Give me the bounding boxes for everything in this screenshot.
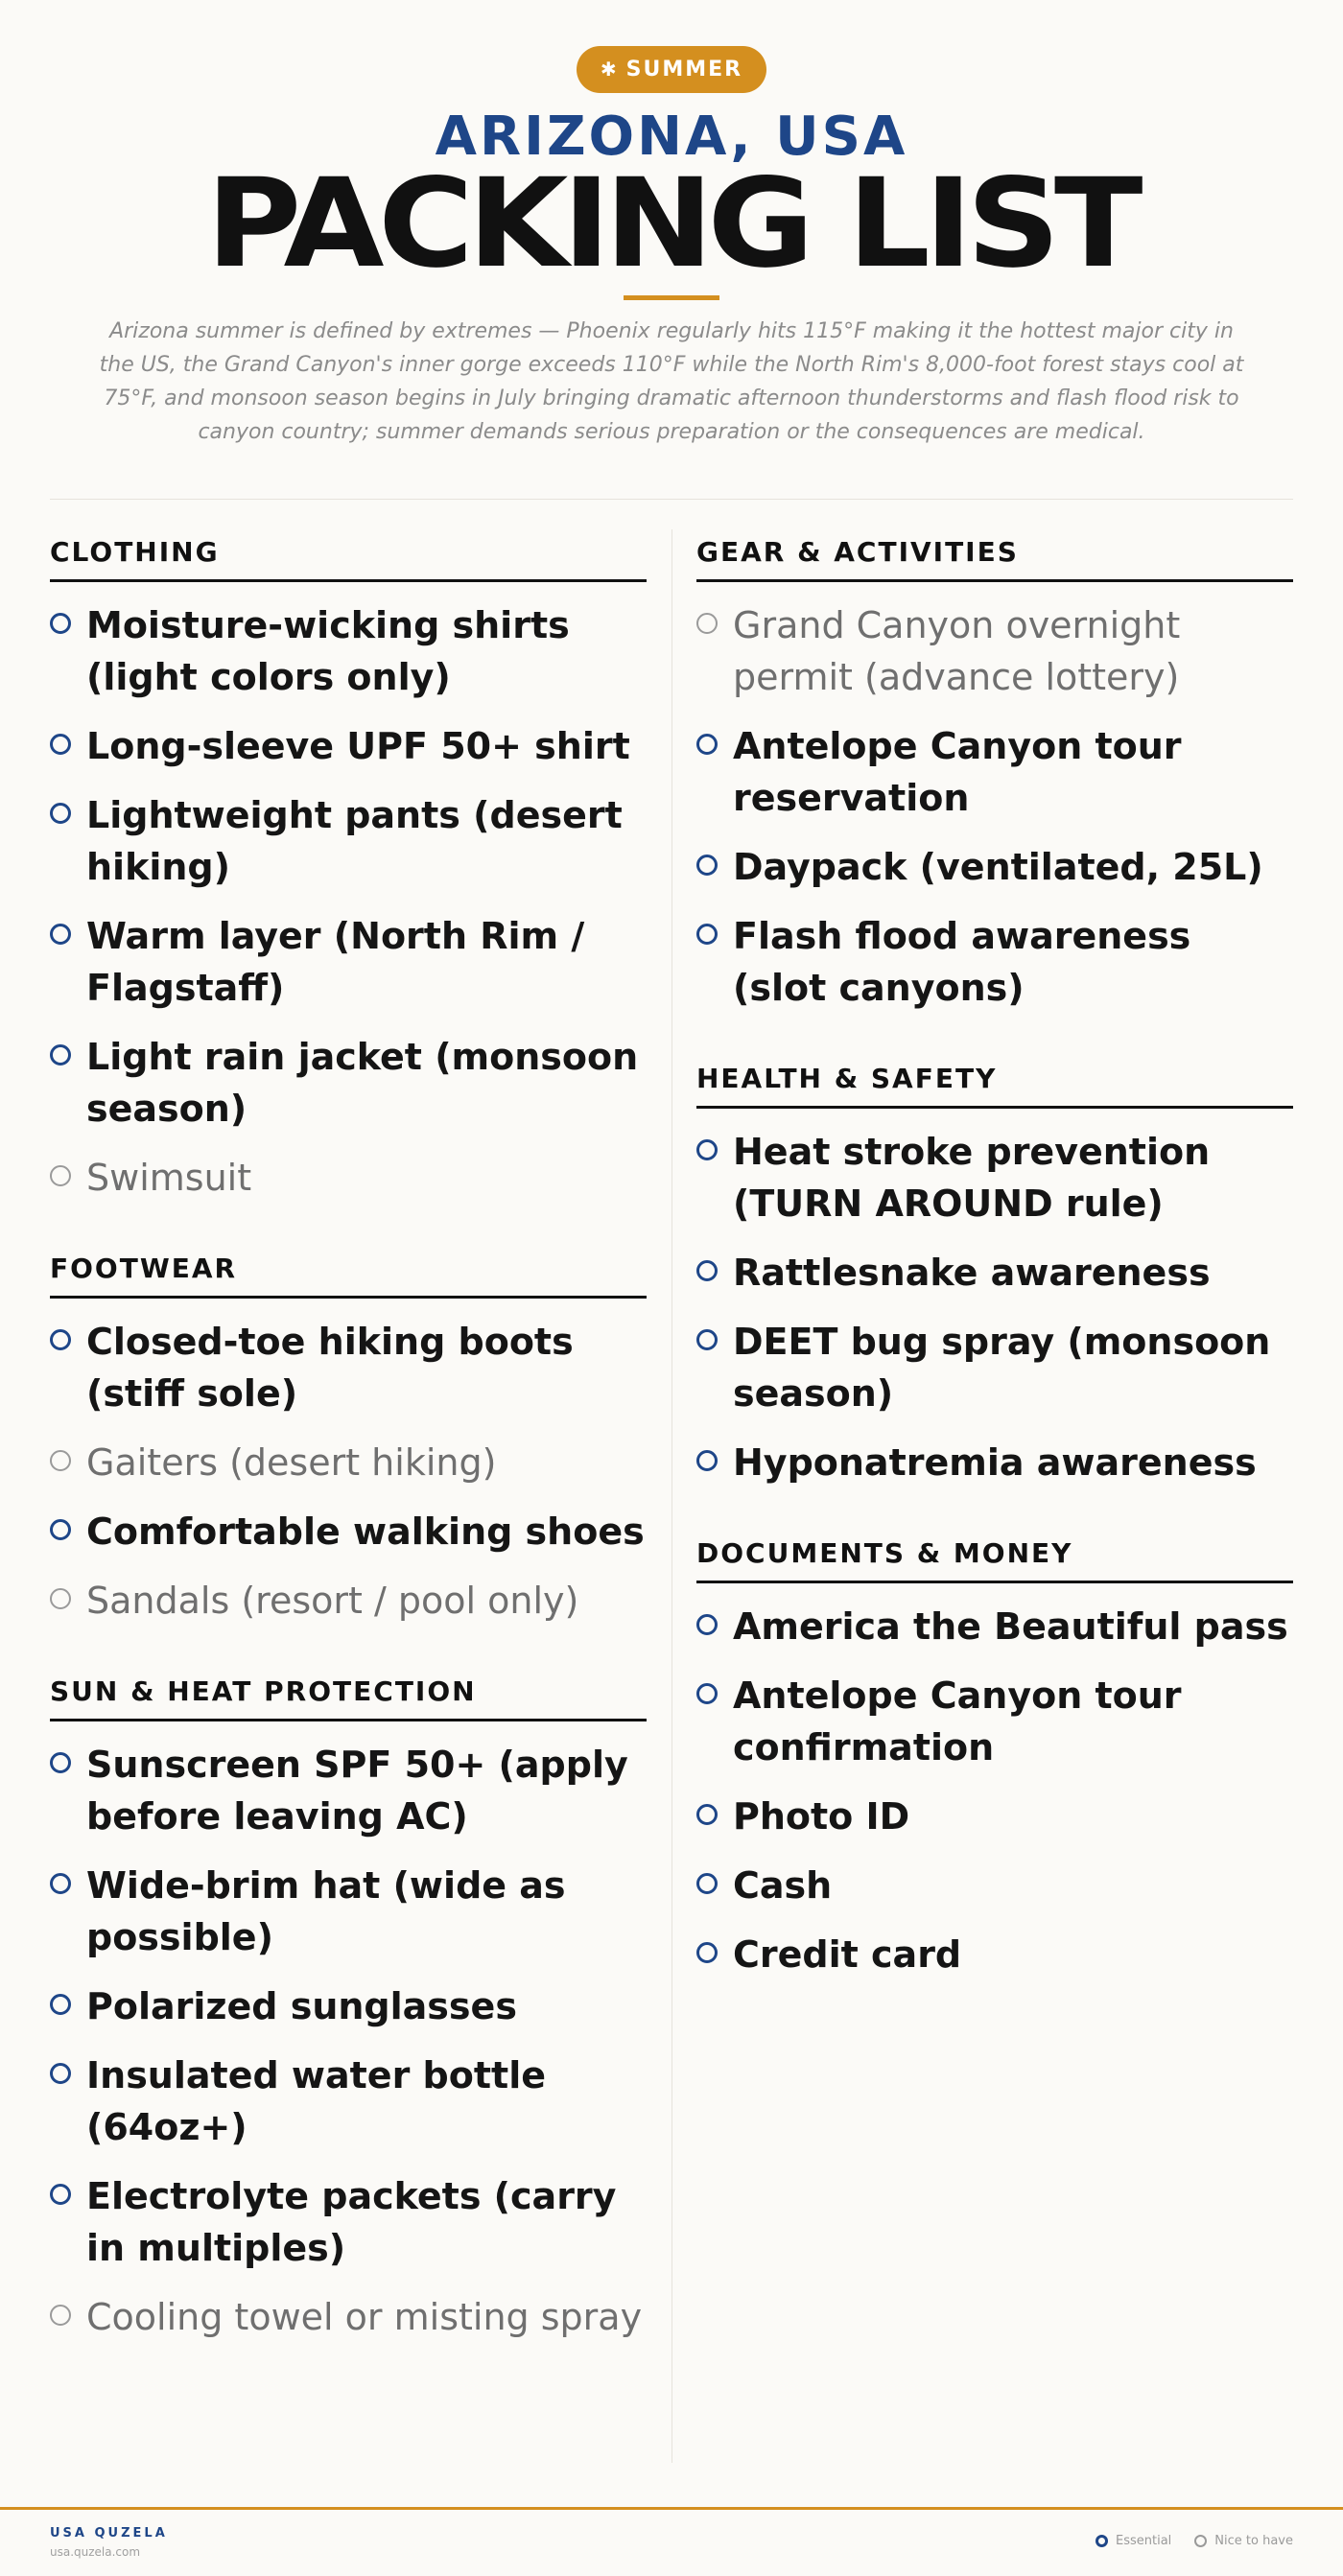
checklist-item-label: Rattlesnake awareness: [733, 1252, 1211, 1294]
section-title: HEALTH & SAFETY: [696, 1056, 1293, 1109]
checklist-item-label: Credit card: [733, 1933, 962, 1976]
sun-icon: ✱: [600, 58, 619, 81]
checklist-item[interactable]: [50, 1575, 647, 1627]
checklist-item[interactable]: [50, 2170, 647, 2274]
checklist-item-label: Comfortable walking shoes: [86, 1510, 645, 1553]
checklist-item[interactable]: [50, 1980, 647, 2032]
checklist-item[interactable]: [50, 1437, 647, 1488]
essential-checkbox-icon[interactable]: [50, 803, 71, 824]
essential-checkbox-icon[interactable]: [696, 1260, 718, 1281]
essential-checkbox-icon[interactable]: [50, 1519, 71, 1540]
essential-checkbox-icon[interactable]: [50, 1873, 71, 1894]
checklist-item-label: Polarized sunglasses: [86, 1985, 517, 2027]
checklist-item-label: Insulated water bottle (64oz+): [86, 2054, 546, 2148]
checklist-item-label: Heat stroke prevention (TURN AROUND rule): [733, 1131, 1211, 1225]
checklist-item[interactable]: [696, 910, 1293, 1014]
checklist-item-label: DEET bug spray (monsoon season): [733, 1321, 1271, 1415]
checklist-item-label: Gaiters (desert hiking): [86, 1441, 497, 1484]
essential-checkbox-icon[interactable]: [696, 734, 718, 755]
season-badge-label: SUMMER: [625, 58, 743, 82]
checklist-item[interactable]: [696, 1670, 1293, 1773]
legend: [1072, 2534, 1293, 2548]
legend-essential-label: Essential: [1116, 2534, 1172, 2548]
checklist-item[interactable]: [696, 1929, 1293, 1980]
intro-paragraph: Arizona summer is defined by extremes — Phoenix regularly hits 115°F making it the hottest major city in the US, the Grand Canyon's inner gorge exceeds 110°F while the North Rim's 8,000-foot forest stays cool at 75°F, and monsoon season begins in July bringing dramatic afternoon thunderstorms and flash flood risk to canyon country; summer demands serious preparation or the consequences are medical.: [99, 319, 1244, 444]
checklist-item-label: Hyponatremia awareness: [733, 1441, 1257, 1484]
checklist-item[interactable]: [696, 1126, 1293, 1229]
section-footwear: [50, 1246, 647, 1627]
title-underline: [624, 295, 719, 300]
essential-checkbox-icon[interactable]: [696, 1804, 718, 1825]
section-title: SUN & HEAT PROTECTION: [50, 1669, 647, 1721]
checklist-item-label: Antelope Canyon tour reservation: [733, 725, 1182, 819]
checklist-item[interactable]: [696, 1791, 1293, 1842]
checklist-item[interactable]: [696, 1601, 1293, 1652]
essential-checkbox-icon[interactable]: [696, 1942, 718, 1963]
season-badge: [577, 46, 766, 93]
essential-checkbox-icon[interactable]: [50, 1752, 71, 1773]
section-health-and-safety: [696, 1056, 1293, 1488]
essential-checkbox-icon[interactable]: [696, 924, 718, 945]
checklist-item[interactable]: [696, 1247, 1293, 1299]
left-column: [50, 529, 647, 2385]
optional-checkbox-icon[interactable]: [50, 1165, 71, 1186]
header-divider: [50, 499, 1293, 500]
checklist-item-label: Photo ID: [733, 1795, 910, 1838]
right-column: [696, 529, 1293, 2023]
checklist-item[interactable]: [696, 720, 1293, 824]
essential-checkbox-icon[interactable]: [50, 2184, 71, 2205]
optional-checkbox-icon[interactable]: [50, 2305, 71, 2326]
checklist-item-label: Flash flood awareness (slot canyons): [733, 915, 1191, 1009]
essential-checkbox-icon[interactable]: [696, 855, 718, 876]
essential-checkbox-icon[interactable]: [696, 1450, 718, 1471]
checklist-item[interactable]: [696, 1860, 1293, 1911]
checklist-item-label: Cooling towel or misting spray: [86, 2296, 643, 2338]
checklist-item-label: Cash: [733, 1864, 833, 1907]
checklist-item[interactable]: [50, 2049, 647, 2153]
legend-essential: [1096, 2534, 1171, 2548]
checklist-item-label: Sandals (resort / pool only): [86, 1580, 579, 1622]
essential-checkbox-icon[interactable]: [696, 1873, 718, 1894]
essential-checkbox-icon[interactable]: [696, 1329, 718, 1350]
optional-checkbox-icon[interactable]: [50, 1450, 71, 1471]
checklist-item[interactable]: [50, 1031, 647, 1135]
section-gear-and-activities: [696, 529, 1293, 1014]
checklist-item[interactable]: [50, 720, 647, 772]
checklist-item[interactable]: [50, 910, 647, 1014]
checklist-item[interactable]: [696, 1316, 1293, 1419]
essential-checkbox-icon[interactable]: [696, 1139, 718, 1160]
footer-rule: [0, 2507, 1343, 2510]
checklist-item-label: Closed-toe hiking boots (stiff sole): [86, 1321, 574, 1415]
optional-checkbox-icon[interactable]: [696, 613, 718, 634]
checklist-item[interactable]: [50, 1739, 647, 1842]
checklist-item-label: Moisture-wicking shirts (light colors only): [86, 604, 570, 698]
checklist-item[interactable]: [696, 599, 1293, 703]
checklist-item-label: Light rain jacket (monsoon season): [86, 1036, 639, 1130]
essential-checkbox-icon[interactable]: [50, 613, 71, 634]
brand-name: USA QUZELA: [50, 2526, 168, 2541]
legend-optional-label: Nice to have: [1214, 2534, 1293, 2548]
checklist-item[interactable]: [50, 2291, 647, 2343]
optional-circle-icon: [1194, 2535, 1207, 2547]
section-title: DOCUMENTS & MONEY: [696, 1531, 1293, 1583]
essential-checkbox-icon[interactable]: [50, 734, 71, 755]
checklist-item-label: America the Beautiful pass: [733, 1605, 1288, 1648]
essential-circle-icon: [1096, 2535, 1108, 2547]
checklist-item-label: Grand Canyon overnight permit (advance lottery): [733, 604, 1181, 698]
essential-checkbox-icon[interactable]: [50, 1329, 71, 1350]
essential-checkbox-icon[interactable]: [50, 1994, 71, 2015]
checklist-item[interactable]: [50, 599, 647, 703]
checklist-item-label: Sunscreen SPF 50+ (apply before leaving AC): [86, 1744, 628, 1838]
checklist-item[interactable]: [50, 789, 647, 893]
checklist-item[interactable]: [50, 1316, 647, 1419]
section-title: CLOTHING: [50, 529, 647, 582]
brand-site: usa.quzela.com: [50, 2545, 141, 2559]
essential-checkbox-icon[interactable]: [696, 1683, 718, 1704]
essential-checkbox-icon[interactable]: [50, 2063, 71, 2084]
section-title: FOOTWEAR: [50, 1246, 647, 1299]
checklist-item-label: Swimsuit: [86, 1157, 252, 1199]
page-title: PACKING LIST: [205, 152, 1138, 295]
checklist-item-label: Warm layer (North Rim / Flagstaff): [86, 915, 585, 1009]
checklist-item[interactable]: [696, 1437, 1293, 1488]
section-sun-and-heat-protection: [50, 1669, 647, 2343]
essential-checkbox-icon[interactable]: [50, 1044, 71, 1066]
checklist-item-label: Lightweight pants (desert hiking): [86, 794, 623, 888]
checklist-item-label: Daypack (ventilated, 25L): [733, 846, 1263, 888]
essential-checkbox-icon[interactable]: [50, 924, 71, 945]
region-heading: ARIZONA, USA: [435, 105, 908, 168]
checklist-item[interactable]: [50, 1860, 647, 1963]
checklist-item-label: Long-sleeve UPF 50+ shirt: [86, 725, 630, 767]
checklist-item-label: Antelope Canyon tour confirmation: [733, 1674, 1182, 1768]
section-title: GEAR & ACTIVITIES: [696, 529, 1293, 582]
legend-optional: [1194, 2534, 1293, 2548]
essential-checkbox-icon[interactable]: [696, 1614, 718, 1635]
checklist-item-label: Wide-brim hat (wide as possible): [86, 1864, 566, 1958]
optional-checkbox-icon[interactable]: [50, 1588, 71, 1609]
section-clothing: [50, 529, 647, 1204]
checklist-item[interactable]: [696, 841, 1293, 893]
checklist-item-label: Electrolyte packets (carry in multiples): [86, 2175, 617, 2269]
checklist-item[interactable]: [50, 1152, 647, 1204]
section-documents-and-money: [696, 1531, 1293, 1980]
checklist-item[interactable]: [50, 1506, 647, 1557]
